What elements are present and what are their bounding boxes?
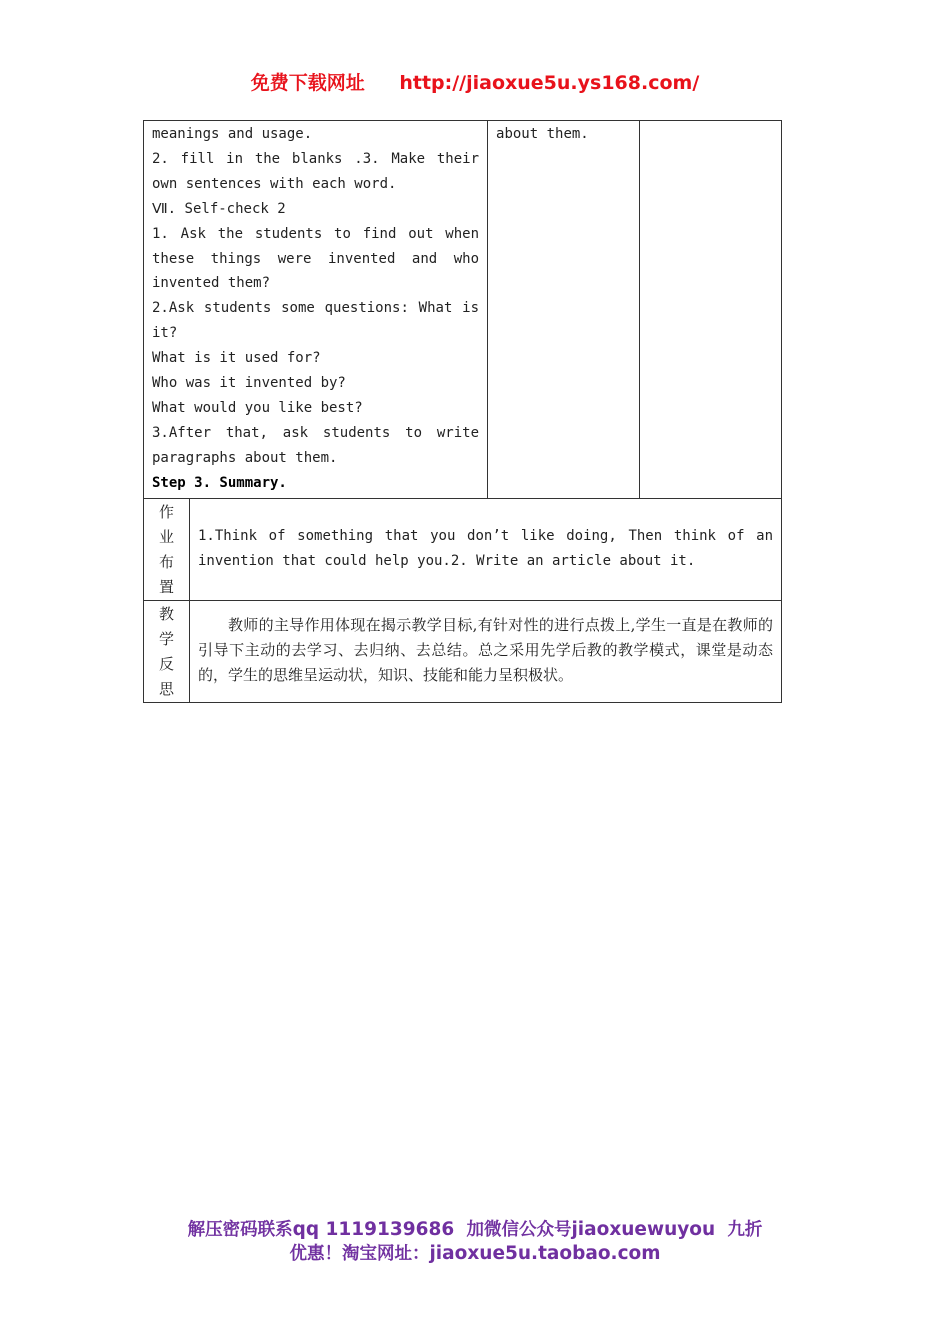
activity-line: Who was it invented by? [152, 375, 346, 392]
reflection-label-char: 学 [158, 629, 174, 648]
homework-label-char: 置 [158, 577, 174, 596]
homework-line: 1.Think of something that you don’t like doing, Then think of an [198, 527, 774, 544]
homework-line: invention that could help you.2. Write an article about it. [198, 552, 696, 569]
contact-footer [0, 1218, 950, 1266]
footer-qq: qq 1119139686 [292, 1219, 455, 1240]
activity-line: Ⅶ. Self-check 2 [152, 200, 286, 217]
footer-wechat-id: jiaoxuewuyou [571, 1219, 716, 1240]
footer-line-2 [0, 1242, 950, 1266]
homework-row [144, 498, 782, 600]
activity-line: 1. Ask the students to find out when [152, 225, 480, 242]
activity-line: What is it used for? [152, 350, 321, 367]
homework-label-char: 业 [158, 527, 174, 546]
activity-line: paragraphs about them. [152, 449, 338, 466]
homework-label-char: 作 [158, 502, 174, 521]
banner-label: 免费下载网址 [250, 72, 365, 94]
activity-line: it? [152, 325, 178, 342]
footer-discount: 九折 [727, 1220, 763, 1240]
summary-step: Step 3. Summary. [152, 474, 287, 491]
footer-line-1 [0, 1218, 950, 1242]
homework-label-cell [144, 498, 190, 600]
activity-line: What would you like best? [152, 399, 363, 416]
footer-contact-label: 解压密码联系 [187, 1220, 293, 1240]
homework-label-char: 布 [158, 552, 174, 571]
notes-cell [640, 121, 782, 499]
footer-wechat-label: 加微信公众号 [466, 1220, 572, 1240]
reflection-label-char: 教 [158, 604, 174, 623]
homework-content-cell [190, 498, 782, 600]
reflection-content-cell: 教师的主导作用体现在揭示教学目标,有针对性的进行点拨上,学生一直是在教师的引导下主动的去学习、去归纳、去总结。总之采用先学后教的教学模式，课堂是动态的，学生的思维呈运动状，知识、技能和能力呈积极状。 [190, 600, 782, 702]
reflection-label-char: 思 [158, 679, 174, 698]
download-banner [0, 68, 950, 95]
lesson-plan-table [143, 120, 782, 703]
procedure-row [144, 121, 782, 499]
student-activities-cell [488, 121, 640, 499]
student-activity-text: about them. [496, 126, 589, 142]
activity-line: 2. fill in the blanks .3. Make their [152, 150, 480, 167]
activity-line: 2.Ask students some questions: What is [152, 300, 480, 317]
footer-shop-label: 优惠！淘宝网址： [289, 1244, 430, 1264]
activity-line: these things were invented and who [152, 250, 480, 267]
activity-line: 3.After that, ask students to write [152, 424, 480, 441]
activity-line: meanings and usage. [152, 126, 313, 142]
reflection-label-char: 反 [158, 654, 174, 673]
banner-url-link[interactable]: http://jiaoxue5u.ys168.com/ [399, 72, 700, 94]
reflection-row [144, 600, 782, 702]
footer-shop-url[interactable]: jiaoxue5u.taobao.com [429, 1243, 661, 1264]
activity-line: own sentences with each word. [152, 175, 397, 192]
activity-line: invented them? [152, 275, 271, 292]
teacher-activities-cell [144, 121, 488, 499]
reflection-label-cell [144, 600, 190, 702]
